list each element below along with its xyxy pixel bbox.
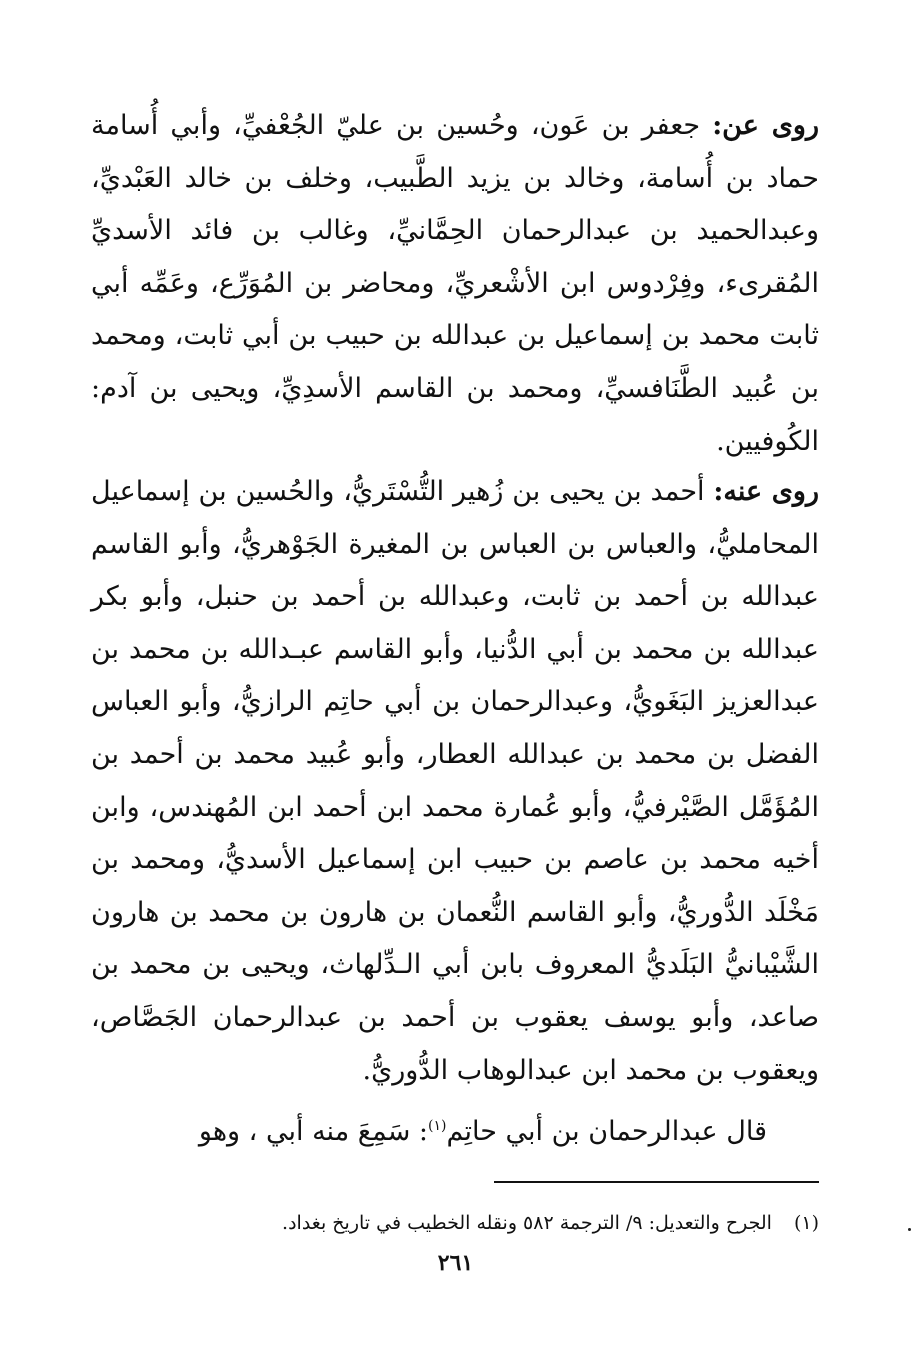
paragraph-lead: روى عنه:: [713, 476, 819, 507]
paragraph-body-continued: : سَمِعَ منه أبي ، وهو: [198, 1116, 429, 1147]
paragraph-body: أحمد بن يحيى بن زُهير التُّسْتَريُّ، والحُسين بن إسماعيل المحامليُّ، والعباس بن العباس بن المغيرة الجَوْهريُّ، وأبو القاسم عبدالله بن أحمد بن ثابت، وعبدالله بن أحمد بن حنبل، وأبو بكر عبدالله بن محمد بن أبي الدُّنيا، وأبو القاسم عبـدالله بن محمد بن عبدالعزيز البَغَويُّ، وعبدالرحمان بن أبي حاتِم الرازيُّ، وأبو العباس الفضل بن محمد بن عبدالله العطار، وأبو عُبيد محمد بن أحمد بن المُؤَمَّل الصَّيْرفيُّ، وأبو عُمارة محمد ابن أحمد ابن المُهندس، وابن أخيه محمد بن عاصم بن حبيب ابن إسماعيل الأسديُّ، ومحمد بن مَخْلَد الدُّوريُّ، وأبو القاسم النُّعمان بن هارون بن محمد بن هارون الشَّيْبانيُّ البَلَديُّ المعروف بابن أبي الـدِّلهاث، ويحيى بن محمد بن صاعد، وأبو يوسف يعقوب بن أحمد بن عبدالرحمان الجَصَّاص، ويعقوب بن محمد ابن عبدالوهاب الدُّوريُّ.: [91, 476, 819, 1086]
narrated-from-paragraph: [91, 100, 819, 468]
paragraph-body: قال عبدالرحمان بن أبي حاتِم: [446, 1116, 767, 1147]
page-number: ٢٦١: [437, 1250, 474, 1276]
footnote-text: الجرح والتعديل: ٩/ الترجمة ٥٨٢ ونقله الخطيب في تاريخ بغداد.: [282, 1212, 772, 1234]
paragraph-lead: روى عن:: [712, 110, 819, 141]
footnote-reference: (١): [428, 1118, 447, 1134]
paragraph-body: جعفر بن عَون، وحُسين بن عليّ الجُعْفيِّ، وأبي أُسامة حماد بن أُسامة، وخالد بن يزيد الطَّبيب، وخلف بن خالد العَبْديِّ، وعبدالحميد بن عبدالرحمان الحِمَّانيِّ، وغالب بن فائد الأسديِّ المُقرىء، وفِرْدوس ابن الأشْعريِّ، ومحاضر بن المُوَرِّع، وعَمِّه أبي ثابت محمد بن إسماعيل بن عبدالله بن حبيب بن أبي ثابت، ومحمد بن عُبيد الطَّنَافسيِّ، ومحمد بن القاسم الأسدِيِّ، ويحيى بن آدم: الكُوفيين.: [91, 110, 819, 457]
footnote: [91, 1208, 819, 1238]
footnote-number: (١): [793, 1212, 819, 1234]
quote-paragraph: [91, 1106, 819, 1159]
footnote-separator: [494, 1181, 819, 1183]
narrated-by-paragraph: [91, 466, 819, 1097]
